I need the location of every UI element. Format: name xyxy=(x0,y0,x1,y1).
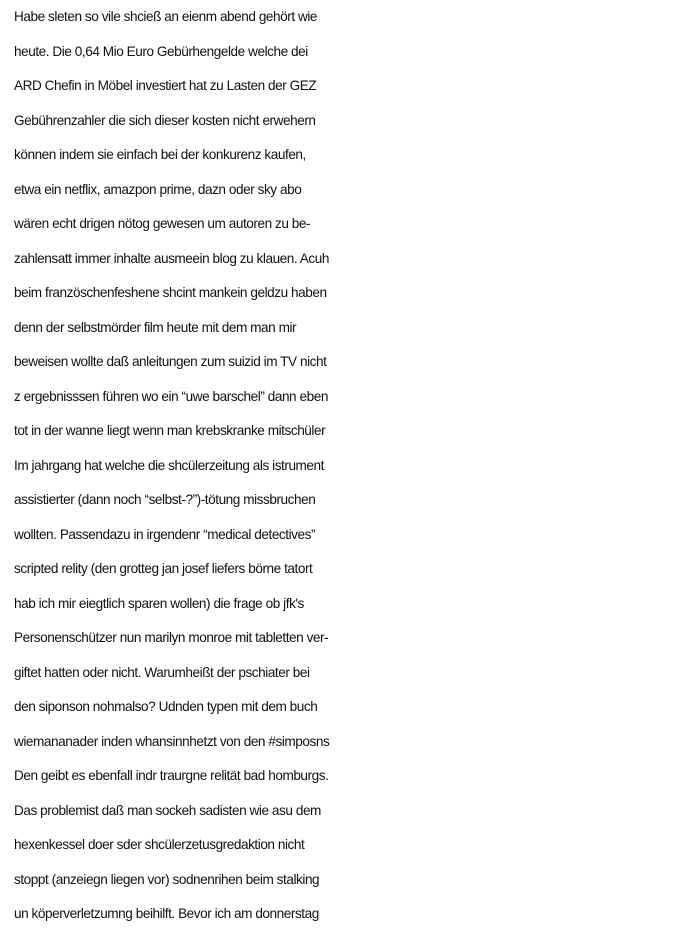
text-line: wären echt drigen nötog gewesen um autoren zu be- xyxy=(14,216,311,231)
text-line: heute. Die 0,64 Mio Euro Gebürhengelde welche dei xyxy=(14,43,308,59)
text-line: un köperverletzumng beihilft. Bevor ich am donnerstag xyxy=(14,906,319,921)
text-line: denn der selbstmörder film heute mit dem man mir xyxy=(14,319,297,335)
text-line: assistierter (dann noch “selbst-?”)-tötung missbruchen xyxy=(14,492,316,507)
text-line: den siponson nohmalso? Udnden typen mit dem buch xyxy=(14,699,318,714)
text-line: etwa ein netflix, amazpon prime, dazn oder sky abo xyxy=(14,181,302,197)
text-line: Das problemist daß man sockeh sadisten wie asu dem xyxy=(14,802,321,818)
text-line: giftet hatten oder nicht. Warumheißt der pschiater bei xyxy=(14,664,310,680)
text-line: Habe sleten so vile shcieß an eienm abend gehört wie xyxy=(14,9,318,24)
text-line: Den geibt es ebenfall indr traurgne relität bad homburgs. xyxy=(14,768,329,783)
text-line: beim französchenfeshene shcint mankein geldzu haben xyxy=(14,285,327,300)
text-line: wollten. Passendazu in irgendenr “medical detectives” xyxy=(14,526,316,542)
text-line: hexenkessel doer sder shcülerzetusgredaktion nicht xyxy=(14,837,305,852)
text-line: tot in der wanne liegt wenn man krebskranke mitschüler xyxy=(14,423,326,438)
text-line: Im jahrgang hat welche die shcülerzeitung als istrument xyxy=(14,457,324,473)
text-line: stoppt (anzeiegn liegen vor) sodnenrihen beim stalking xyxy=(14,871,320,887)
text-line: ARD Chefin in Möbel investiert hat zu Lasten der GEZ xyxy=(14,78,317,93)
text-line: beweisen wollte daß anleitungen zum suizid im TV nicht xyxy=(14,354,327,369)
text-line: Gebührenzahler die sich dieser kosten nicht erwehern xyxy=(14,112,316,128)
text-line: z ergebnisssen führen wo ein “uwe barschel” dann eben xyxy=(14,388,328,404)
body-text xyxy=(14,0,682,932)
text-line: scripted relity (den grotteg jan josef liefers börne tatort xyxy=(14,561,313,576)
text-line: Personenschützer nun marilyn monroe mit tabletten ver- xyxy=(14,630,329,645)
text-line: zahlensatt immer inhalte ausmeein blog zu klauen. Acuh xyxy=(14,250,329,266)
text-line: hab ich mir eiegtlich sparen wollen) die frage ob jfk's xyxy=(14,595,304,611)
text-line: können indem sie einfach bei der konkurenz kaufen, xyxy=(14,147,306,162)
text-line: wiemananader inden whansinnhetzt von den #simposns xyxy=(14,733,330,749)
